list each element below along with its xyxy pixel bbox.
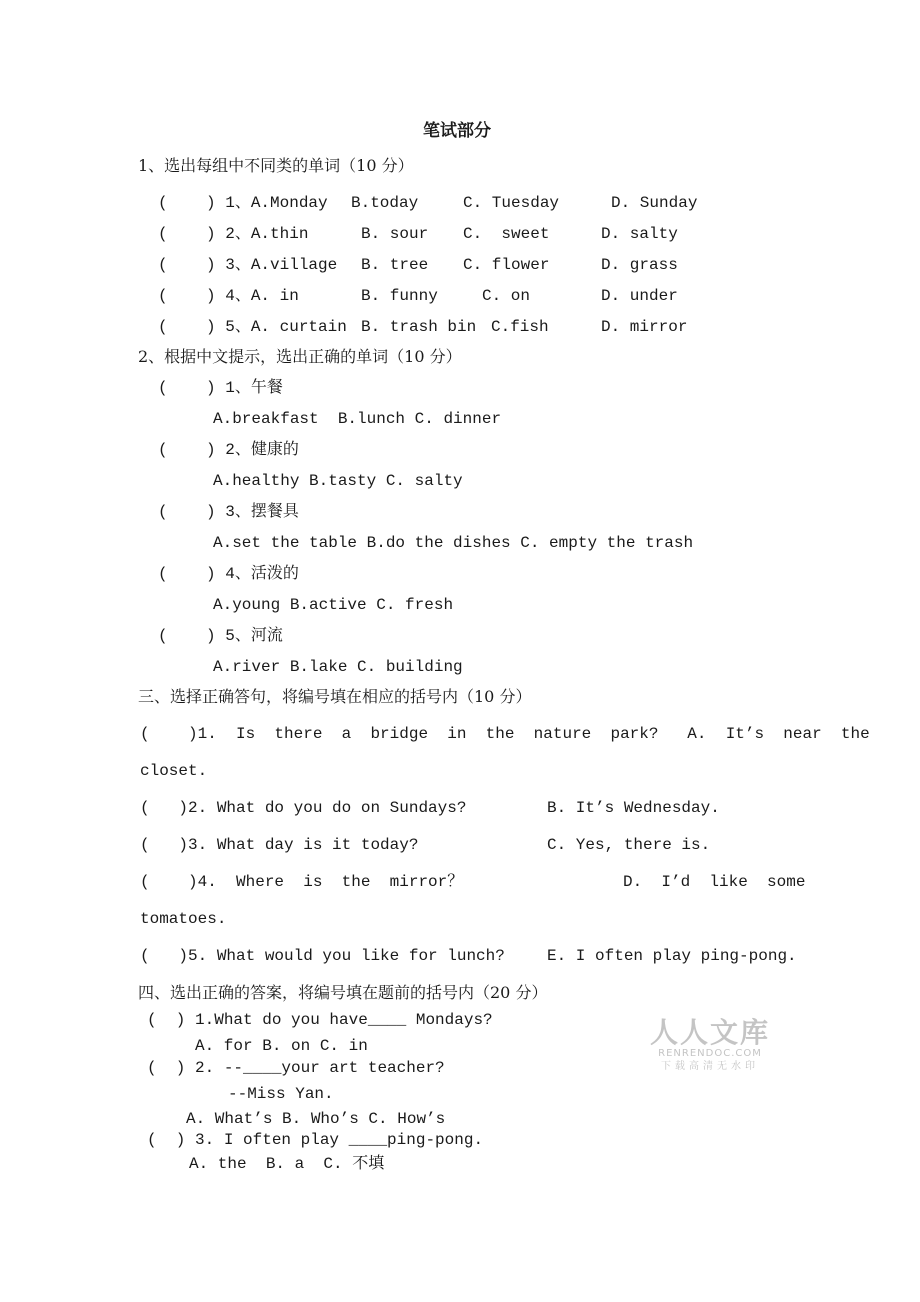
- watermark: [646, 1018, 774, 1074]
- section-3-answer: C. Yes, there is.: [547, 836, 711, 854]
- section-3-question: ( )1. Is there a bridge in the nature park? A. It’s near the: [140, 725, 870, 743]
- section-4-question: ( ) 2. --____your art teacher?: [147, 1059, 445, 1077]
- section-1-heading: 1、选出每组中不同类的单词（10 分）: [138, 156, 414, 175]
- section-2-options: A.set the table B.do the dishes C. empty the trash: [213, 534, 694, 552]
- section-3-question-cont: closet.: [140, 762, 208, 780]
- watermark-logo-text: 人人文库: [649, 1016, 770, 1049]
- section-3-question: ( )4. Where is the mirror？: [140, 873, 464, 891]
- section-3-answer-cont: tomatoes.: [140, 910, 227, 928]
- section-4-heading: 四、选出正确的答案，将编号填在题前的括号内（20 分）: [138, 983, 548, 1002]
- watermark-site: RENRENDOC.COM: [658, 1048, 762, 1059]
- section-4-options: A. for B. on C. in: [195, 1037, 368, 1055]
- page-title: 笔试部分: [423, 121, 491, 141]
- section-4-options: A. What’s B. Who’s C. How’s: [186, 1110, 446, 1128]
- section-2-question: ( ) 4、活泼的: [158, 565, 299, 583]
- section-3-answer: B. It’s Wednesday.: [547, 799, 720, 817]
- section-2-options: A.young B.active C. fresh: [213, 596, 454, 614]
- section-3-question: ( )2. What do you do on Sundays?: [140, 799, 467, 817]
- section-3-answer: E. I often play ping-pong.: [547, 947, 797, 965]
- section-2-question: ( ) 2、健康的: [158, 441, 299, 459]
- section-2-question: ( ) 5、河流: [158, 627, 283, 645]
- section-2-options: A.breakfast B.lunch C. dinner: [213, 410, 502, 428]
- section-4-question: ( ) 1.What do you have____ Mondays?: [147, 1011, 493, 1029]
- section-3-question: ( )5. What would you like for lunch?: [140, 947, 505, 965]
- section-3-answer: D. I’d like some: [623, 873, 806, 891]
- section-3-question: ( )3. What day is it today?: [140, 836, 419, 854]
- section-2-options: A.healthy B.tasty C. salty: [213, 472, 463, 490]
- section-2-question: ( ) 3、摆餐具: [158, 503, 299, 521]
- section-4-options: A. the B. a C. 不填: [189, 1155, 385, 1173]
- section-2-question: ( ) 1、午餐: [158, 379, 283, 397]
- section-4-question: ( ) 3. I often play ____ping-pong.: [147, 1131, 484, 1149]
- section-4-question-cont: --Miss Yan.: [228, 1085, 334, 1103]
- section-3-heading: 三、选择正确答句，将编号填在相应的括号内（10 分）: [138, 687, 532, 706]
- watermark-tagline: 下载高清无水印: [661, 1061, 759, 1072]
- section-2-options: A.river B.lake C. building: [213, 658, 463, 676]
- section-2-heading: 2、根据中文提示，选出正确的单词（10 分）: [138, 347, 462, 366]
